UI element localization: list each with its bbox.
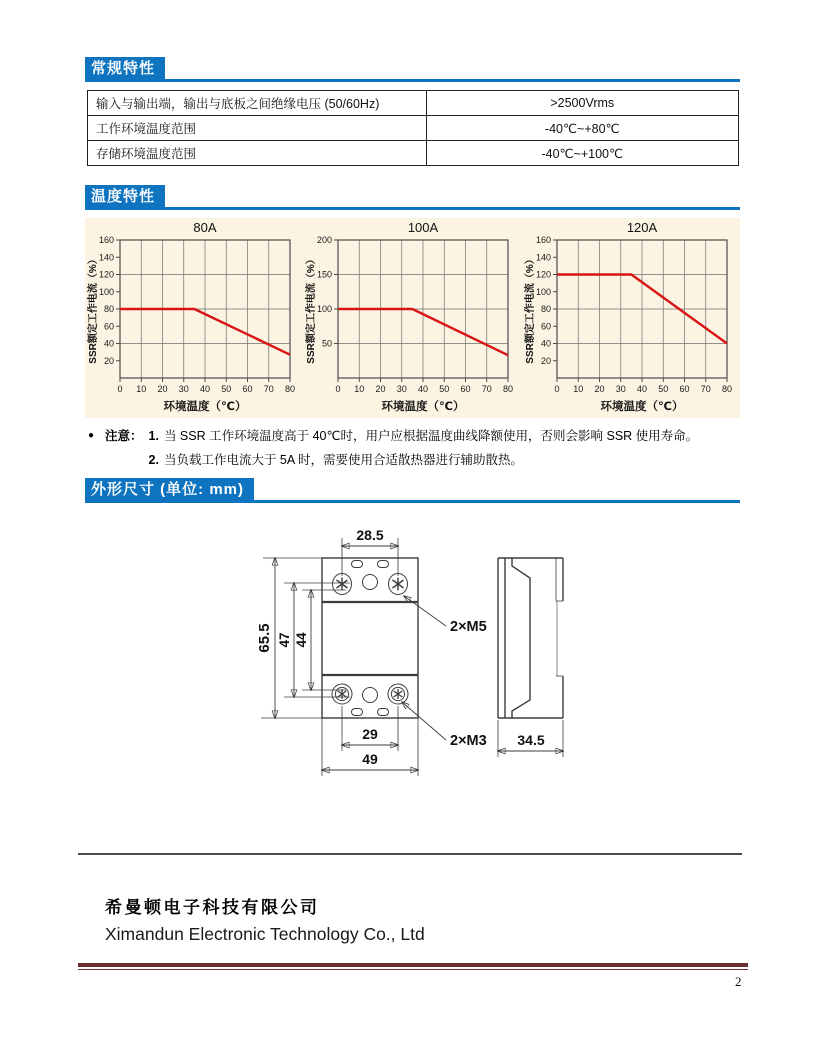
svg-text:80: 80 <box>721 384 732 394</box>
svg-text:47: 47 <box>277 632 292 648</box>
svg-text:60: 60 <box>460 384 471 394</box>
dimension-29 <box>342 706 398 751</box>
company-name-cn: 希曼顿电子科技有限公司 <box>105 898 320 917</box>
svg-text:28.5: 28.5 <box>356 527 384 543</box>
svg-text:30: 30 <box>615 384 626 394</box>
svg-text:80A: 80A <box>193 220 217 235</box>
temp-derating-chart-80a <box>85 218 303 418</box>
svg-text:120A: 120A <box>626 220 657 235</box>
svg-text:150: 150 <box>317 269 333 280</box>
svg-text:20: 20 <box>594 384 605 394</box>
page-number: 2 <box>735 974 742 989</box>
svg-text:80: 80 <box>540 304 551 314</box>
table-row <box>88 116 739 141</box>
company-name-en: Ximandun Electronic Technology Co., Ltd <box>105 924 425 944</box>
screw-m5-left <box>333 574 352 595</box>
footer-separator-line <box>78 853 742 855</box>
terminal-hole-bottom <box>363 688 378 703</box>
svg-text:40: 40 <box>636 384 647 394</box>
slot <box>352 709 363 716</box>
svg-text:0: 0 <box>335 384 341 394</box>
notes-label: 注意： <box>105 429 143 443</box>
svg-text:50: 50 <box>322 338 333 349</box>
svg-text:20: 20 <box>540 355 551 366</box>
svg-text:环境温度（℃）: 环境温度（℃） <box>163 401 247 413</box>
svg-text:40: 40 <box>418 384 429 394</box>
svg-text:140: 140 <box>98 252 114 263</box>
bullet-icon: ● <box>88 430 95 441</box>
section-title-outline: 外形尺寸 (单位: mm) <box>85 478 254 503</box>
spec-label: 工作环境温度范围 <box>88 116 427 141</box>
svg-text:120: 120 <box>535 269 551 280</box>
section-title-general: 常规特性 <box>85 57 165 82</box>
front-view <box>322 558 418 718</box>
outline-dimension-drawing <box>230 512 602 812</box>
section-header-outline <box>85 478 740 503</box>
svg-text:29: 29 <box>362 726 378 742</box>
note-item: 1. 当 SSR 工作环境温度高于 40℃时，用户应根据温度曲线降额使用，否则会影响 SSR 使用寿命。 <box>148 429 699 443</box>
slot <box>352 561 363 568</box>
svg-text:40: 40 <box>540 338 551 349</box>
svg-text:80: 80 <box>284 384 296 394</box>
svg-text:65.5: 65.5 <box>256 623 273 653</box>
svg-text:50: 50 <box>657 384 668 394</box>
slot <box>378 561 389 568</box>
svg-text:200: 200 <box>317 235 333 245</box>
table-row <box>88 141 739 166</box>
svg-text:40: 40 <box>199 384 211 394</box>
svg-text:10: 10 <box>354 384 365 394</box>
spec-value: -40℃~+100℃ <box>426 141 738 166</box>
terminal-hole-top <box>363 575 378 590</box>
svg-text:60: 60 <box>679 384 690 394</box>
svg-text:40: 40 <box>103 338 114 349</box>
footer-rule <box>78 963 748 970</box>
screw-m3-right <box>388 684 408 704</box>
svg-text:10: 10 <box>136 384 147 394</box>
temp-derating-chart-120a <box>522 218 740 418</box>
section-title-temperature: 温度特性 <box>85 185 165 210</box>
svg-text:49: 49 <box>362 751 378 767</box>
svg-text:50: 50 <box>221 384 232 394</box>
svg-text:160: 160 <box>98 235 114 245</box>
spec-value: -40℃~+80℃ <box>426 116 738 141</box>
svg-text:0: 0 <box>117 384 123 394</box>
temperature-chart-panel <box>85 218 740 418</box>
svg-text:环境温度（℃）: 环境温度（℃） <box>600 401 684 413</box>
svg-text:160: 160 <box>535 235 551 245</box>
svg-text:0: 0 <box>554 384 560 394</box>
general-spec-table <box>87 90 739 166</box>
slot <box>378 709 389 716</box>
svg-text:SSR额定工作电流（%）: SSR额定工作电流（%） <box>88 254 99 364</box>
svg-text:44: 44 <box>294 632 309 648</box>
section-header-general <box>85 57 740 82</box>
svg-text:10: 10 <box>572 384 583 394</box>
svg-text:70: 70 <box>700 384 711 394</box>
svg-text:70: 70 <box>263 384 274 394</box>
section-header-temperature <box>85 185 740 210</box>
svg-text:100A: 100A <box>408 220 439 235</box>
svg-text:30: 30 <box>397 384 408 394</box>
svg-text:120: 120 <box>98 269 114 280</box>
screw-m3-left <box>332 684 352 704</box>
svg-text:60: 60 <box>103 321 114 332</box>
svg-text:140: 140 <box>535 252 551 263</box>
svg-text:20: 20 <box>157 384 168 394</box>
screw-m5-right <box>389 574 408 595</box>
svg-text:70: 70 <box>482 384 493 394</box>
notes-block <box>88 424 738 472</box>
svg-text:SSR额定工作电流（%）: SSR额定工作电流（%） <box>524 254 536 364</box>
table-row <box>88 91 739 116</box>
svg-text:60: 60 <box>242 384 253 394</box>
note-item: 2. 当负载工作电流大于 5A 时，需要使用合适散热器进行辅助散热。 <box>148 453 523 467</box>
callout-2xm3 <box>402 702 487 749</box>
spec-label: 存储环境温度范围 <box>88 141 427 166</box>
svg-text:20: 20 <box>375 384 386 394</box>
svg-text:100: 100 <box>98 286 114 297</box>
svg-text:2×M5: 2×M5 <box>450 619 487 635</box>
svg-text:100: 100 <box>317 304 333 314</box>
side-view <box>498 558 563 718</box>
svg-text:100: 100 <box>535 286 551 297</box>
dimension-28-5 <box>342 527 398 576</box>
svg-text:80: 80 <box>503 384 514 394</box>
svg-text:34.5: 34.5 <box>517 732 545 748</box>
svg-text:SSR额定工作电流（%）: SSR额定工作电流（%） <box>306 254 318 364</box>
spec-value: >2500Vrms <box>426 91 738 116</box>
spec-label: 输入与输出端，输出与底板之间绝缘电压 (50/60Hz) <box>88 91 427 116</box>
svg-text:60: 60 <box>540 321 551 332</box>
svg-text:50: 50 <box>439 384 450 394</box>
temp-derating-chart-100a <box>303 218 521 418</box>
svg-text:20: 20 <box>103 355 114 366</box>
svg-text:80: 80 <box>103 304 114 314</box>
svg-text:30: 30 <box>178 384 189 394</box>
dimension-47 <box>277 583 350 697</box>
svg-text:环境温度（℃）: 环境温度（℃） <box>381 401 465 413</box>
dimension-34-5 <box>498 720 563 757</box>
svg-text:2×M3: 2×M3 <box>450 733 487 749</box>
